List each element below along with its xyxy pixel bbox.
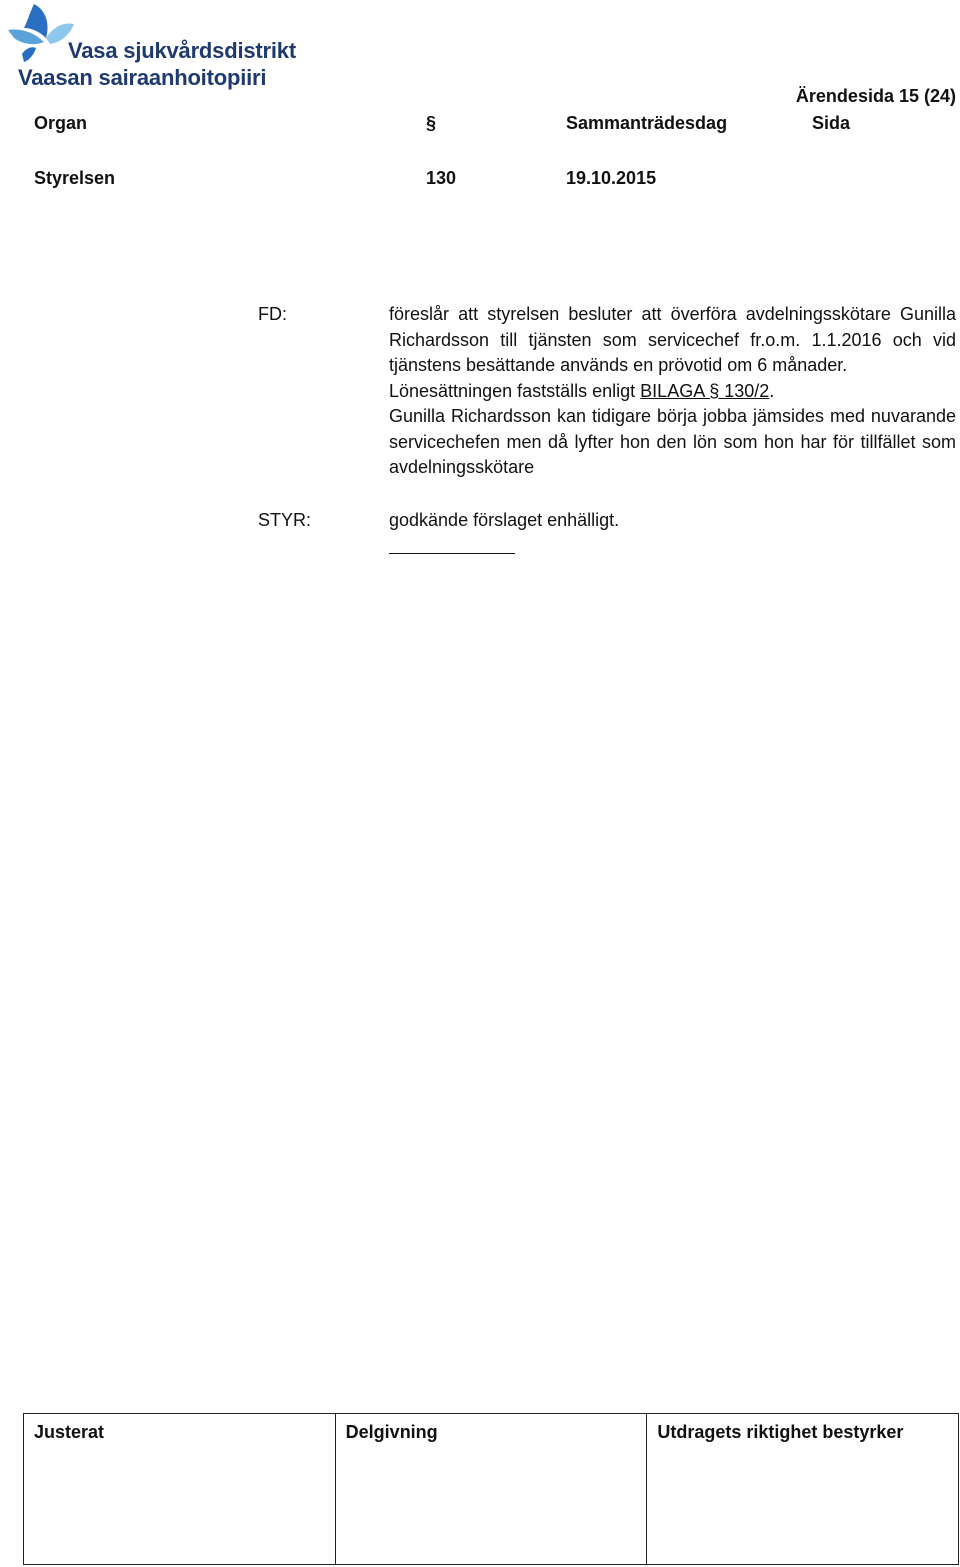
fd-paragraph-3: Gunilla Richardsson kan tidigare börja jobba jämsides med nuvarande servicechefen men då lyfter hon den lön som hon har för tillfället som avdelningsskötare [389,406,956,477]
header-date-label: Sammanträdesdag [566,113,728,133]
header-organ-value: Styrelsen [34,168,116,188]
page-reference: Ärendesida 15 (24) [795,86,956,106]
end-divider [389,553,515,554]
footer-justerat: Justerat [24,1414,336,1564]
header-organ-label: Organ [34,113,88,133]
bird-logo-icon [6,2,76,72]
signature-table [23,1413,959,1565]
fd-paragraph-2-prefix: Lönesättningen fastställs enligt [389,380,641,401]
styr-label: STYR: [258,510,312,530]
fd-paragraph-2 [389,379,956,405]
fd-paragraph-1: föreslår att styrelsen besluter att överföra avdelningsskötare Gunilla Richardsson till tjänsten som servicechef fr.o.m. 1.1.2016 och vid tjänstens besättande används en prövotid om 6 månader. [389,304,956,375]
header-paragraph-value: 130 [426,168,457,188]
styr-decision: godkände förslaget enhälligt. [389,510,620,530]
header-page-label: Sida [812,113,851,133]
footer-utdrag: Utdragets riktighet bestyrker [657,1422,904,1442]
fd-label: FD: [258,304,287,324]
organization-logo [6,2,306,94]
logo-name-swedish: Vasa sjukvårdsdistrikt [68,38,296,63]
header-date-value: 19.10.2015 [566,168,657,188]
fd-paragraph-2-suffix: . [769,380,775,401]
header-paragraph-label: § [426,113,437,133]
logo-name-finnish: Vaasan sairaanhoitopiiri [18,65,267,90]
attachment-link[interactable]: BILAGA § 130/2 [640,380,770,401]
footer-delgivning: Delgivning [336,1414,648,1564]
fd-proposal [389,302,956,481]
